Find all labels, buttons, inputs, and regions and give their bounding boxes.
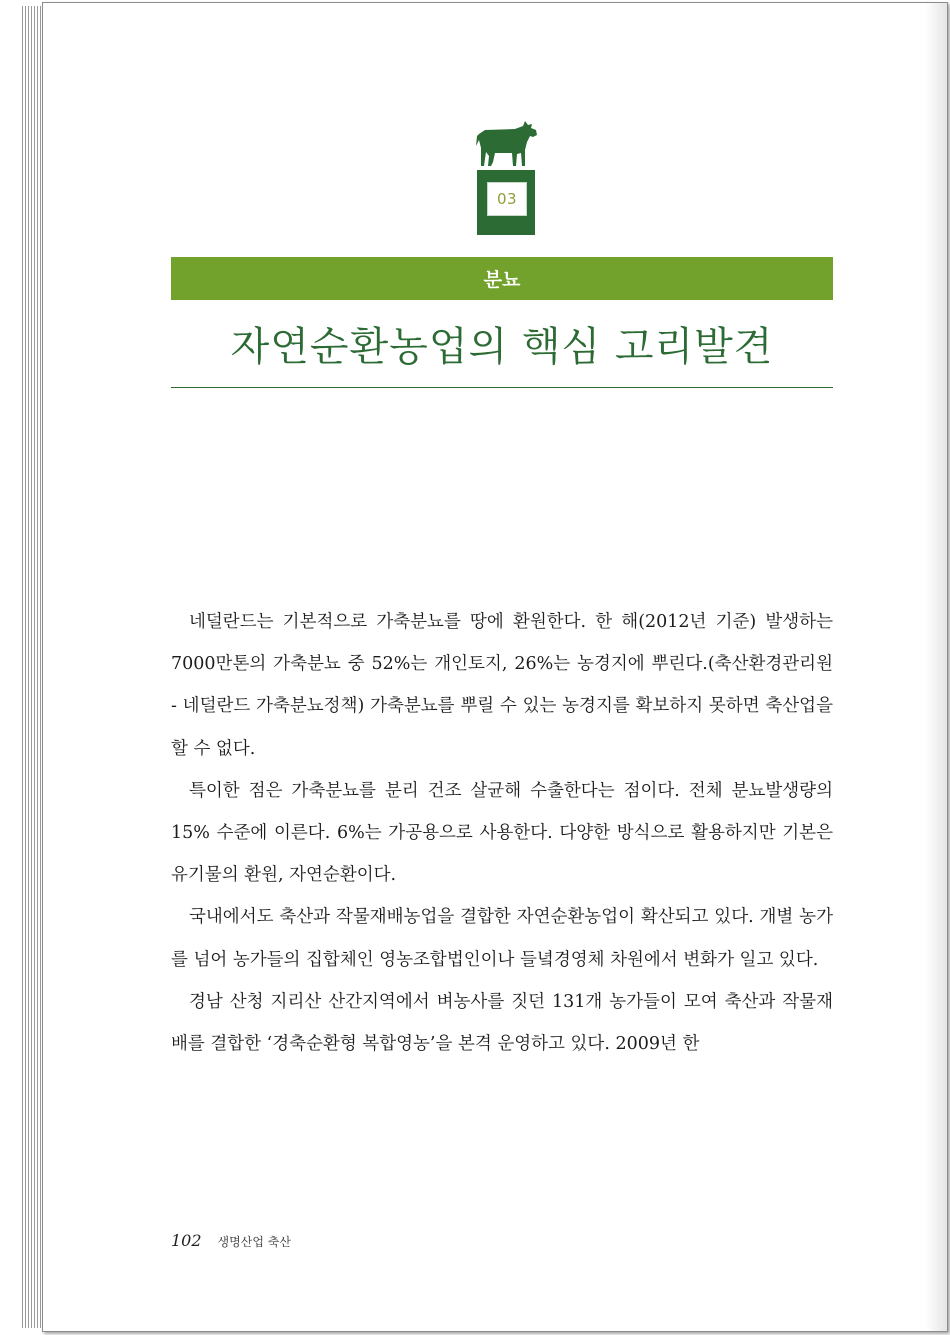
paragraph: 특이한 점은 가축분뇨를 분리 건조 살균해 수출한다는 점이다. 전체 분뇨발생량의 15% 수준에 이른다. 6%는 가공용으로 사용한다. 다양한 방식으로 활용하지만 기본은 유기물의 환원, 자연순환이다. <box>171 780 833 886</box>
paragraph: 경남 산청 지리산 산간지역에서 벼농사를 짓던 131개 농가들이 모여 축산과 작물재배를 결합한 ‘경축순환형 복합영농’을 본격 운영하고 있다. 2009년 한 <box>171 991 833 1055</box>
chapter-number: 03 <box>487 182 527 216</box>
paragraph: 국내에서도 축산과 작물재배농업을 결합한 자연순환농업이 확산되고 있다. 개별 농가를 넘어 농가들의 집합체인 영농조합법인이나 들녘경영체 차원에서 변화가 일고 있다. <box>171 907 833 970</box>
chapter-title: 자연순환농업의 핵심 고리발견 <box>230 324 774 370</box>
book-page <box>42 2 948 1332</box>
page-footer <box>171 1231 291 1250</box>
paragraph: 네덜란드는 기본적으로 가축분뇨를 땅에 환원한다. 한 해(2012년 기준) 발생하는 7000만톤의 가축분뇨 중 52%는 개인토지, 26%는 농경지에 뿌린다.(축산환경관리원 - 네덜란드 가축분뇨정책) 가축분뇨를 뿌릴 수 있는 농경지를 확보하지 못하면 축산업을 할 수 없다. <box>171 612 833 759</box>
chapter-emblem <box>475 118 539 238</box>
running-footer: 생명산업 축산 <box>217 1235 291 1249</box>
body-text <box>171 601 833 1065</box>
cow-icon <box>475 118 539 174</box>
title-divider <box>171 387 833 388</box>
category-band: 분뇨 <box>171 257 833 300</box>
page-edge-shade <box>925 3 947 1331</box>
chapter-number-box <box>477 170 535 235</box>
page-number: 102 <box>171 1231 202 1250</box>
